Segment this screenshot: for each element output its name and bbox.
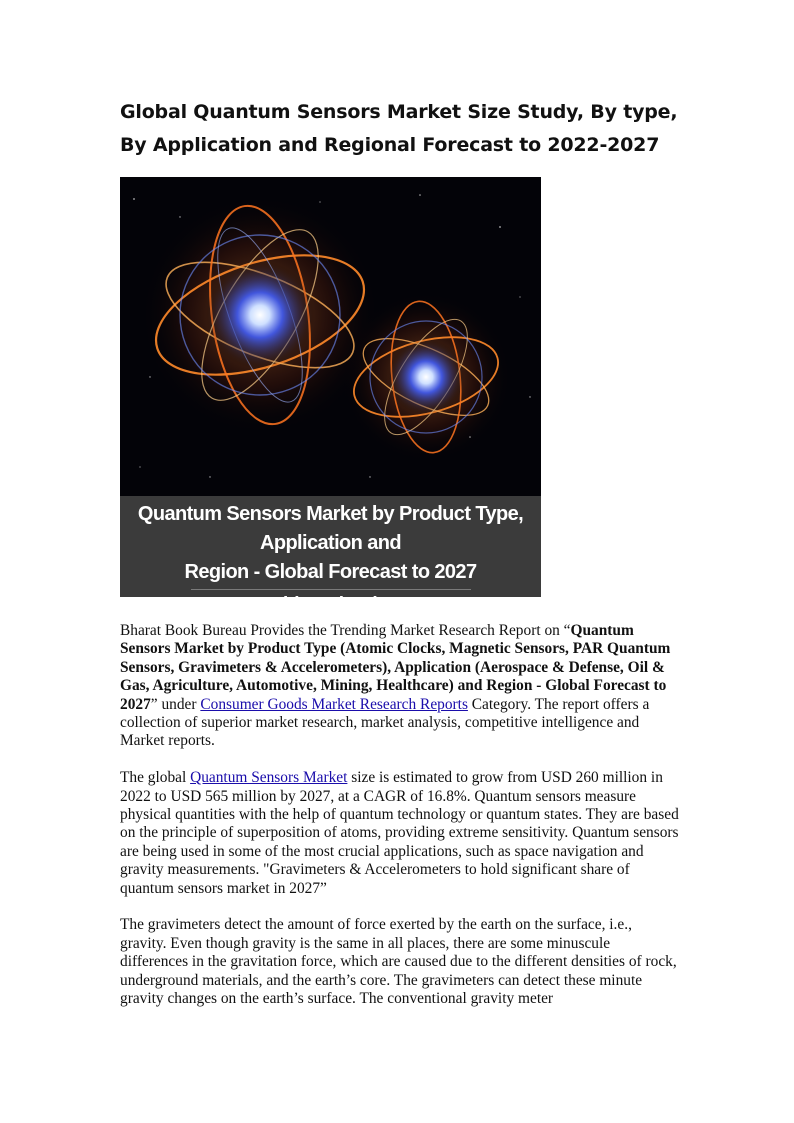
- banner-divider: [191, 589, 471, 590]
- intro-paragraph: [120, 622, 680, 751]
- banner-caption-line-1: Quantum Sensors Market by Product Type, Application and: [137, 503, 524, 554]
- market-size-paragraph: [120, 769, 680, 898]
- title-line-1: Global Quantum Sensors Market Size Study, By type,: [120, 101, 678, 123]
- gravimeters-paragraph: The gravimeters detect the amount of force exerted by the earth on the surface, i.e., gravity. Even though gravity is the same in all places, there are some minuscule differences in the gravitation force, which are caused due to the different densities of rock, underground materials, and the earth’s core. The gravimeters can detect these minute gravity changes on the earth’s surface. The conventional gravity meter: [120, 916, 677, 1008]
- market-lead: The global: [120, 769, 191, 787]
- report-banner-image: [120, 177, 541, 615]
- banner-website: www.bharatbook.com: [235, 594, 426, 615]
- market-tail: size is estimated to grow from USD 260 million in 2022 to USD 565 million by 2027, at a CAGR of 16.8%. Quantum sensors measure physical quantities with the help of quantum technology or quantum states. They are based on the principle of superposition of atoms, providing extreme sensitivity. Quantum sensors are being used in some of the most crucial applications, such as space navigation and gravity measurements. "Gravimeters & Accelerometers to hold significant share of quantum sensors market in 2027”: [120, 769, 679, 897]
- intro-under: ” under: [150, 695, 201, 713]
- banner-caption-line-2: Region - Global Forecast to 2027: [184, 561, 477, 583]
- quantum-sensors-market-link[interactable]: Quantum Sensors Market: [190, 769, 348, 787]
- article-body: [120, 622, 680, 1027]
- document-title: [120, 96, 720, 162]
- intro-tail: Category. The report offers a collection of superior market research, market analysis, competitive intelligence and Market reports.: [120, 695, 650, 750]
- report-name: Quantum Sensors Market by Product Type (Atomic Clocks, Magnetic Sensors, PAR Quantum Sensors, Gravimeters & Accelerometers), Application (Aerospace & Defense, Oil & Gas, Agriculture, Automotive, Mining, Healthcare) and Region - Global Forecast to 2027: [120, 622, 671, 713]
- title-line-2: By Application and Regional Forecast to 2022-2027: [120, 134, 660, 156]
- banner-caption: [120, 496, 541, 615]
- consumer-goods-reports-link[interactable]: Consumer Goods Market Research Reports: [200, 695, 468, 713]
- intro-lead: Bharat Book Bureau Provides the Trending Market Research Report on “: [120, 622, 571, 639]
